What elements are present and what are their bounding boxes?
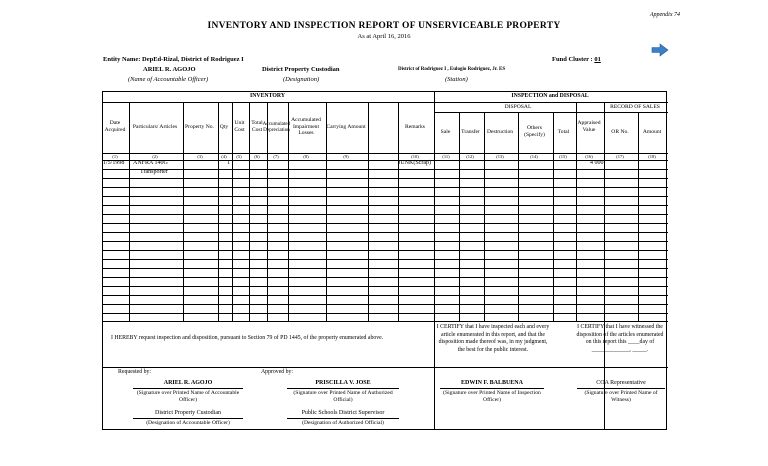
col-destruction: Destruction xyxy=(486,128,514,135)
section-inventory: INVENTORY xyxy=(249,93,286,99)
station-caption: (Station) xyxy=(445,76,468,83)
station: District of Rodriguez I , Eulogio Rodriguez, Jr. ES xyxy=(398,67,506,72)
sig1-designation: District Property Custodian xyxy=(155,410,221,416)
row1-qty: 1 xyxy=(227,160,230,166)
col-accumulated-depreciation: Accumulated Depreciation xyxy=(262,120,291,133)
next-arrow-icon[interactable] xyxy=(651,43,669,57)
col-carrying-amount: Carrying Amount xyxy=(326,123,366,130)
designation-caption: (Designation) xyxy=(283,76,320,83)
col-total-cost: Total Cost xyxy=(251,120,263,133)
designation: District Property Custodian xyxy=(262,66,340,73)
sig2-caption: (Signature over Printed Name of Authorized Official) xyxy=(293,390,393,404)
entity-name: Entity Name: DepEd-Rizal, District of Rodriguez I xyxy=(103,56,244,63)
column-number: (10) xyxy=(411,154,419,159)
fund-cluster-label: Fund Cluster : xyxy=(552,56,593,63)
record-of-sales-label: RECORD OF SALES xyxy=(610,104,660,110)
appendix-label: Appendix 74 xyxy=(649,12,680,18)
sig1-designation-line xyxy=(133,418,243,419)
accountable-officer-caption: (Name of Accountable Officer) xyxy=(128,76,209,83)
column-number: (7) xyxy=(273,154,279,159)
column-number: (11) xyxy=(442,154,450,159)
row1-appraised: 4 000 xyxy=(590,160,604,166)
sig2-line xyxy=(287,388,399,389)
col-date-acquired: Date Acquired xyxy=(104,120,126,133)
col-or-no: OR No. xyxy=(611,128,629,135)
as-of-date: As at April 16, 2016 xyxy=(357,33,411,40)
column-number: (2) xyxy=(152,154,158,159)
row1-particulars: ANFRA 140G xyxy=(133,160,168,166)
column-number: (5) xyxy=(236,154,242,159)
sig3-line xyxy=(440,388,544,389)
col-amount: Amount xyxy=(642,128,662,135)
sig3-name: EDWIN F. BALBUENA xyxy=(461,380,523,386)
sig1-name: ARIEL R. AGOJO xyxy=(163,380,213,386)
column-number: (4) xyxy=(221,154,227,159)
report-title: INVENTORY AND INSPECTION REPORT OF UNSERVICEABLE PROPERTY xyxy=(207,21,561,31)
disposal-label: DISPOSAL xyxy=(504,104,532,110)
row1-particulars-2: Transporter xyxy=(140,169,168,175)
sig3-caption: (Signature over Printed Name of Inspection Officer) xyxy=(443,390,541,404)
col-remarks: Remarks xyxy=(405,123,425,130)
column-number: (18) xyxy=(648,154,656,159)
sig2-designation-line xyxy=(287,418,399,419)
column-number: (3) xyxy=(197,154,203,159)
column-number: (9) xyxy=(343,154,349,159)
column-number: (15) xyxy=(559,154,567,159)
column-number: (1) xyxy=(112,154,118,159)
sig1-designation-caption: (Designation of Accountable Officer) xyxy=(146,420,230,426)
column-number: (13) xyxy=(496,154,504,159)
fund-cluster-value: 01 xyxy=(594,56,601,63)
column-number: (14) xyxy=(530,154,538,159)
column-number: (17) xyxy=(616,154,624,159)
sig1-line xyxy=(133,388,243,389)
col-accumulated-impairment: Accumulated Impairment Losses xyxy=(291,116,321,137)
col-remarks-spacer xyxy=(367,102,397,152)
row1-date: 1/5/1998 xyxy=(103,160,125,166)
col-others: Others (Specify) xyxy=(524,125,545,138)
col-total: Total xyxy=(557,128,570,135)
sig2-designation-caption: (Designation of Authorized Official) xyxy=(302,420,384,426)
col-qty: Qty xyxy=(219,123,229,130)
requested-by-label: Requested by: xyxy=(118,369,152,375)
col-property-no: Property No. xyxy=(185,123,214,130)
sig4-line xyxy=(577,388,665,389)
sig4-name: COA Representative xyxy=(596,380,646,386)
certify-witness-text: I CERTIFY that I have witnessed the disposition of the articles enumerated on this report this ____day of _____________, _____. xyxy=(576,324,664,353)
column-number: (12) xyxy=(466,154,474,159)
section-inspection: INSPECTION and DISPOSAL xyxy=(511,93,589,99)
column-number: (16) xyxy=(585,154,593,159)
column-number: (6) xyxy=(254,154,260,159)
column-number: (8) xyxy=(303,154,309,159)
sig1-caption: (Signature over Printed Name of Accountable Officer) xyxy=(136,390,240,404)
request-text: I HEREBY request inspection and disposition, pursuant to Section 79 of PD 1445, of the property enumerated above. xyxy=(111,335,384,341)
col-unit-cost: Unit Cost xyxy=(234,120,245,133)
col-appraised-value: Appraised Value xyxy=(577,120,601,133)
row1-remarks: JUNK(Scrap) xyxy=(398,160,431,166)
sig2-designation: Public Schools District Supervisor xyxy=(301,410,385,416)
certify-inspector-text: I CERTIFY that I have inspected each and every article enumerated in this report, and that the disposition made thereof was, in my judgment, the best for the public interest. xyxy=(436,324,550,353)
sig2-name: PRISCILLA V. JOSE xyxy=(315,380,371,386)
fund-cluster xyxy=(552,56,601,63)
approved-by-label: Approved by: xyxy=(261,369,294,375)
sig4-caption: (Signature over Printed Name of Witness) xyxy=(584,390,658,404)
accountable-officer-name: ARIEL R. AGOJO xyxy=(143,66,196,73)
col-particulars: Particulars/ Articles xyxy=(132,123,178,130)
col-sale: Sale xyxy=(440,128,451,135)
col-transfer: Transfer xyxy=(461,128,480,135)
